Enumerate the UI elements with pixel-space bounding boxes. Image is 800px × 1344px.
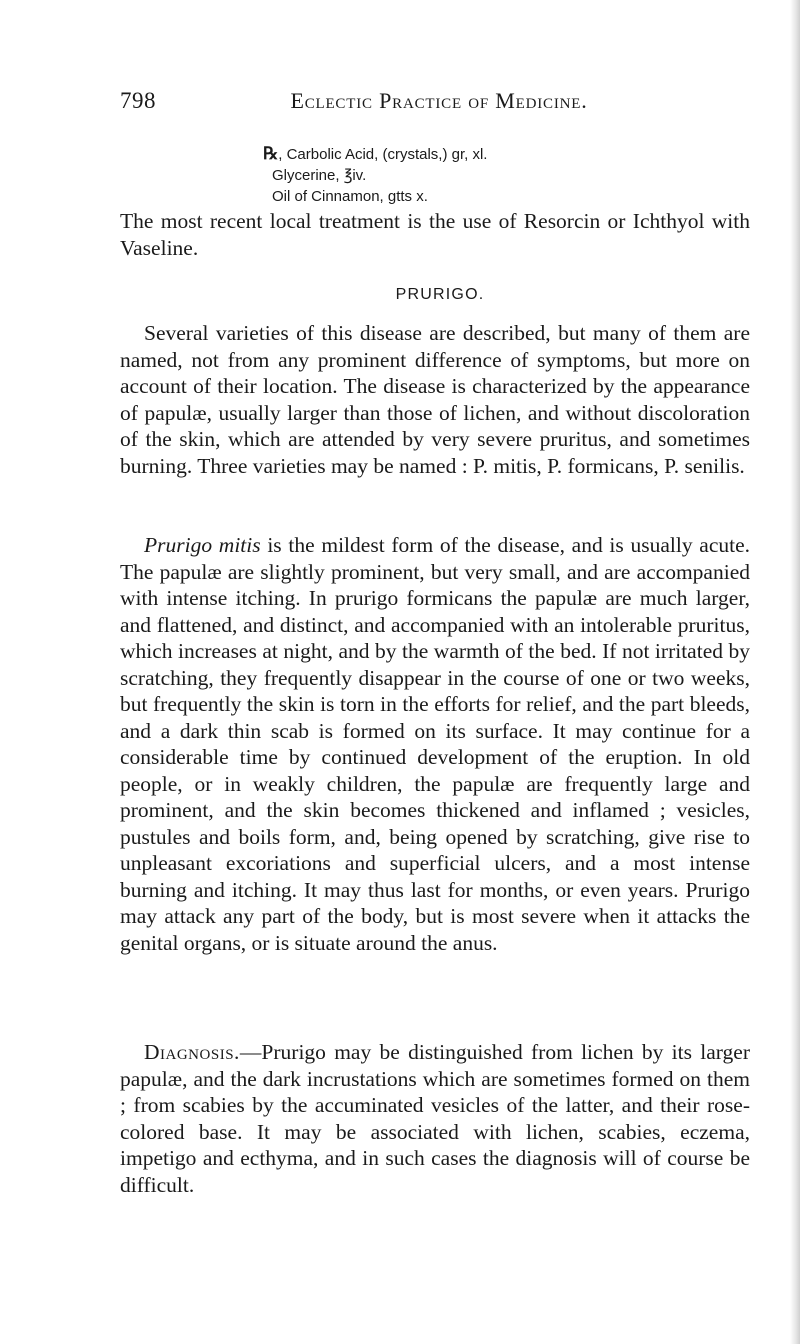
- prescription-item-carbolic: , Carbolic Acid, (crystals,) gr, xl.: [278, 146, 488, 163]
- paragraph-diagnosis: [120, 1039, 750, 1198]
- prescription-line-3: Oil of Cinnamon, gtts x.: [272, 188, 428, 205]
- intro-paragraph: The most recent local treatment is the use of Resorcin or Ichthyol with Vaseline.: [120, 209, 750, 260]
- section-heading: PRURIGO.: [395, 286, 485, 303]
- page-edge-shadow: [790, 0, 800, 1344]
- page-number: 798: [120, 88, 156, 113]
- rx-symbol: ℞: [263, 144, 279, 163]
- running-head-title: Eclectic Practice of Medicine.: [290, 88, 588, 113]
- prescription: [263, 143, 487, 207]
- prescription-line-2: Glycerine, ℥iv.: [272, 167, 367, 184]
- paragraph-prurigo-mitis-text: is the mildest form of the disease, and is usually acute. The papulæ are slightly prominent, but very small, and are accompanied with intense itching. In prurigo formicans the papulæ are much larger, and flattened, and distinct, and accompanied with an intolerable pruritus, which increases at night, and by the warmth of the bed. If not irritated by scratching, they frequently disappear in the course of one or two weeks, but frequently the skin is torn in the efforts for relief, and the part bleeds, and a dark thin scab is formed on its surface. It may continue for a considerable time by continued development of the eruption. In old people, or in weakly children, the papulæ are frequently large and prominent, and the skin becomes thickened and inflamed ; vesicles, pustules and boils form, and, being opened by scratching, give rise to unpleasant excoriations and superficial ulcers, and a most intense burning and itching. It may thus last for months, or even years. Prurigo may attack any part of the body, but is most severe when it attacks the genital organs, or is situate around the anus.: [120, 533, 750, 955]
- prescription-line-1: [263, 143, 487, 165]
- paragraph-prurigo-mitis: [120, 532, 750, 956]
- diagnosis-label: Diagnosis.: [144, 1040, 240, 1064]
- paragraph-varieties: Several varieties of this disease are described, but many of them are named, not from any prominent difference of symptoms, but more on account of their location. The disease is characterized by the appearance of papulæ, usually larger than those of lichen, and without discoloration of the skin, which are attended by very severe pruritus, and sometimes burning. Three varieties may be named : P. mitis, P. formicans, P. senilis.: [120, 321, 750, 478]
- running-head: [120, 88, 760, 118]
- term-prurigo-mitis: Prurigo mitis: [144, 533, 261, 557]
- paragraph-diagnosis-text: —Prurigo may be distinguished from lichen by its larger papulæ, and the dark incrustations which are sometimes formed on them ; from scabies by the accuminated vesicles of the latter, and their rose-colored base. It may be associated with lichen, scabies, eczema, impetigo and ecthyma, and in such cases the diagnosis will of course be difficult.: [120, 1040, 750, 1197]
